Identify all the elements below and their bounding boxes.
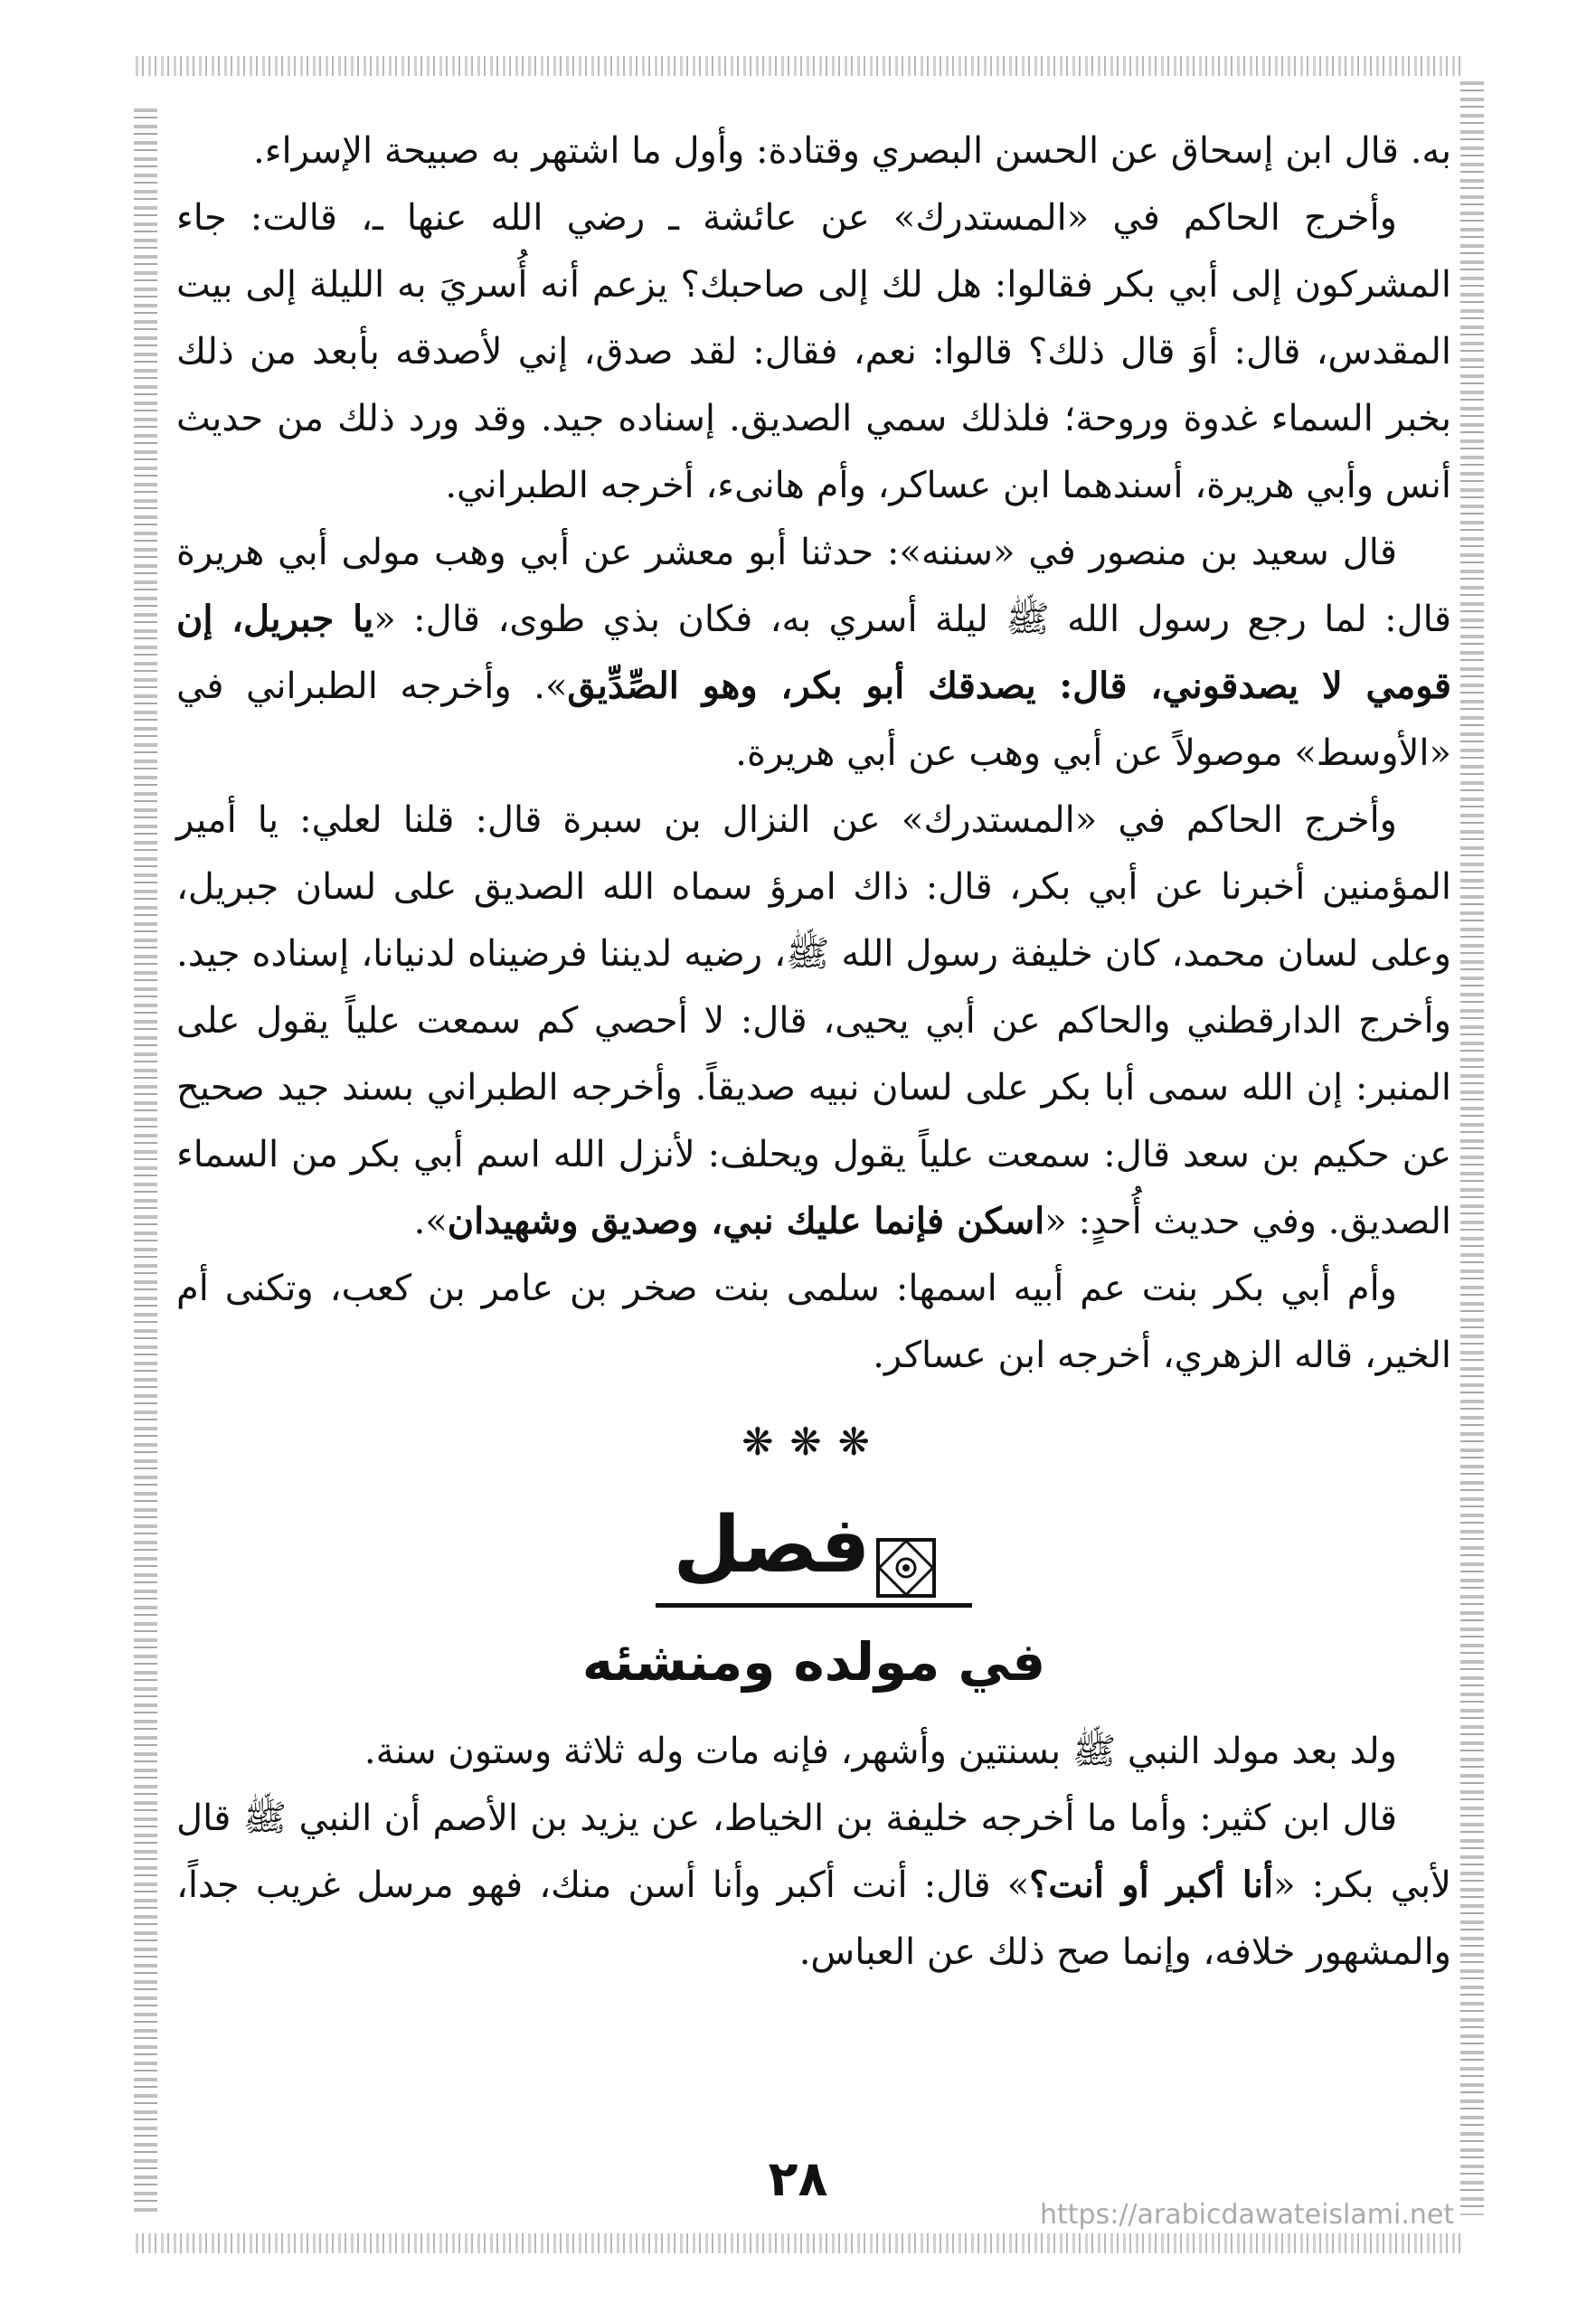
ornament-icon (874, 1536, 938, 1600)
paragraph-4-text-a: وأخرج الحاكم في «المستدرك» عن النزال بن سبرة قال: قلنا لعلي: يا أمير المؤمنين أخبرنا عن أبي بكر، قال: ذاك امرؤ سماه الله الصديق على لسان جبريل، وعلى لسان محمد، كان خليفة رسول الله ﷺ، رضيه لديننا فرضيناه لدنيانا، إسناده جيد. وأخرج الدارقطني والحاكم عن أبي يحيى، قال: لا أحصي كم سمعت علياً يقول على المنبر: إن الله سمى أبا بكر على لسان نبيه صديقاً. وأخرجه الطبراني بسند جيد صحيح عن حكيم بن سعد قال: سمعت علياً يقول ويحلف: لأنزل الله اسم أبي بكر من السماء الصديق. وفي حديث أُحدٍ: « (176, 799, 1451, 1242)
paragraph-7-bold-quote: أنا أكبر أو أنت؟ (1029, 1863, 1274, 1906)
paragraph-2: وأخرج الحاكم في «المستدرك» عن عائشة ـ رضي الله عنها ـ، قالت: جاء المشركون إلى أبي بكر فقالوا: هل لك إلى صاحبك؟ يزعم أنه أُسريَ به الليلة إلى بيت المقدس، قال: أوَ قال ذلك؟ قالوا: نعم، فقال: لقد صدق، إني لأصدقه بأبعد من ذلك بخبر السماء غدوة وروحة؛ فلذلك سمي الصديق. إسناده جيد. وقد ورد ذلك من حديث أنس وأبي هريرة، أسندهما ابن عساكر، وأم هانىء، أخرجه الطبراني. (176, 197, 1451, 506)
section-separator: ❋❋❋ (741, 1420, 886, 1464)
watermark-url: https://arabicdawateislami.net (1040, 2199, 1455, 2231)
paragraph-7 (176, 1785, 1451, 1986)
paragraph-6: ولد بعد مولد النبي ﷺ بسنتين وأشهر، فإنه مات وله ثلاثة وستون سنة. (364, 1730, 1397, 1772)
section-heading (176, 1500, 1451, 1608)
paragraph-7-text-b: » قال: أنت أكبر وأنا أسن منك، فهو مرسل غريب جداً، والمشهور خلافه، وإنما صح ذلك عن العباس. (176, 1864, 1451, 1973)
page-number: ٢٨ (768, 2150, 828, 2207)
section-title: فصل (673, 1500, 871, 1590)
ornamental-border-right (1460, 81, 1484, 2215)
section-subtitle: في مولده ومنشئه (581, 1630, 1046, 1693)
paragraph-4-text-b: ». (413, 1201, 448, 1242)
ornamental-border-bottom (136, 2233, 1460, 2253)
paragraph-3 (176, 519, 1451, 787)
paragraph-7-text-a: قال ابن كثير: وأما ما أخرجه خليفة بن الخياط، عن يزيد بن الأصم أن النبي ﷺ قال لأبي بكر: « (176, 1797, 1451, 1906)
page-content (176, 118, 1451, 1986)
ornamental-border-top (136, 56, 1460, 76)
section-heading-underline (656, 1500, 973, 1608)
paragraph-3-text-a: قال سعيد بن منصور في «سننه»: حدثنا أبو معشر عن أبي وهب مولى أبي هريرة قال: لما رجع رسول الله ﷺ ليلة أسري به، فكان بذي طوى، قال: « (176, 532, 1451, 640)
paragraph-3-bold-quote: يا جبريل، إن قومي لا يصدقوني، قال: يصدقك أبو بكر، وهو الصِّدِّيق (176, 598, 1451, 707)
ornamental-border-left (134, 109, 157, 2215)
paragraph-1: به. قال ابن إسحاق عن الحسن البصري وقتادة: وأول ما اشتهر به صبيحة الإسراء. (253, 130, 1451, 172)
paragraph-4 (176, 787, 1451, 1255)
paragraph-5: وأم أبي بكر بنت عم أبيه اسمها: سلمى بنت صخر بن عامر بن كعب، وتكنى أم الخير، قاله الزهري، أخرجه ابن عساكر. (176, 1268, 1451, 1376)
paragraph-4-bold-quote: اسكن فإنما عليك نبي، وصديق وشهيدان (447, 1200, 1045, 1242)
paragraph-3-text-b: ». وأخرجه الطبراني في «الأوسط» موصولاً عن أبي وهب عن أبي هريرة. (176, 665, 1451, 774)
